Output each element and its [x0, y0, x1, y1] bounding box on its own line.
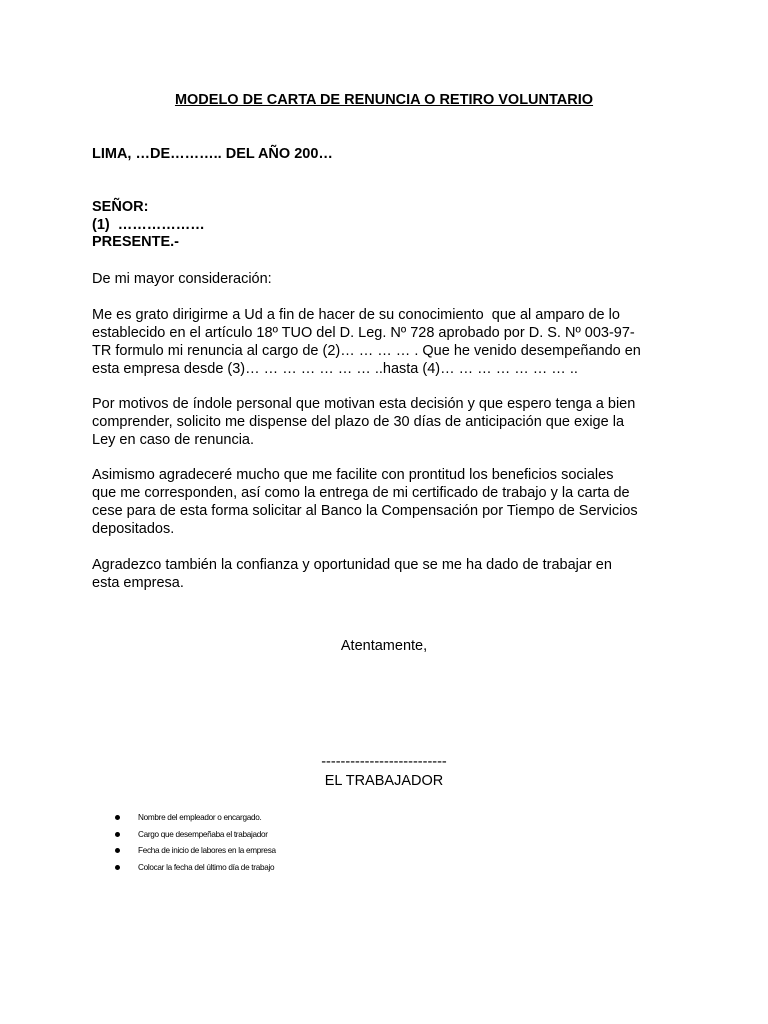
footnote-text: Colocar la fecha del último día de trabajo	[138, 862, 275, 872]
closing: Atentamente,	[340, 638, 428, 654]
footnote-text: Nombre del empleador o encargado.	[138, 813, 262, 822]
paragraph-line: cese para de esta forma solicitar al Banco la Compensación por Tiempo de Servicios	[92, 503, 638, 519]
recipient-block	[92, 199, 205, 252]
signature-line: --------------------------	[321, 754, 447, 770]
paragraph-line: comprender, solicito me dispense del plazo de 30 días de anticipación que exige la	[92, 414, 625, 430]
footnote-item	[112, 843, 276, 860]
paragraph-reasons	[92, 395, 692, 449]
paragraph-line: Ley en caso de renuncia.	[92, 432, 255, 448]
paragraph-line: esta empresa.	[92, 575, 184, 591]
paragraph-line: Por motivos de índole personal que motivan esta decisión y que espero tenga a bien	[92, 396, 636, 412]
bullet-icon	[115, 815, 120, 820]
footnote-item	[112, 827, 276, 844]
paragraph-line: establecido en el artículo 18º TUO del D. Leg. Nº 728 aprobado por D. S. Nº 003-97-	[92, 325, 635, 341]
paragraph-line: Me es grato dirigirme a Ud a fin de hacer de su conocimiento que al amparo de lo	[92, 307, 620, 323]
footnote-item	[112, 860, 276, 877]
paragraph-thanks	[92, 556, 692, 592]
recipient-salutation: SEÑOR:	[92, 199, 149, 215]
footnotes-list	[112, 810, 276, 876]
signature-name: EL TRABAJADOR	[324, 773, 444, 789]
paragraph-line: que me corresponden, así como la entrega de mi certificado de trabajo y la carta de	[92, 485, 630, 501]
date-line: LIMA, …DE……….. DEL AÑO 200…	[92, 146, 333, 162]
paragraph-line: Asimismo agradeceré mucho que me facilite con prontitud los beneficios sociales	[92, 467, 614, 483]
paragraph-line: TR formulo mi renuncia al cargo de (2)… … … … . Que he venido desempeñando en	[92, 343, 641, 359]
paragraph-resignation	[92, 306, 692, 378]
recipient-name-placeholder: (1) ………………	[92, 216, 205, 233]
footnote-text: Cargo que desempeñaba el trabajador	[138, 829, 268, 839]
greeting: De mi mayor consideración:	[92, 271, 272, 287]
bullet-icon	[115, 848, 120, 853]
bullet-icon	[115, 832, 120, 837]
bullet-icon	[115, 865, 120, 870]
paragraph-benefits	[92, 466, 692, 538]
recipient-presente: PRESENTE.-	[92, 234, 180, 250]
paragraph-line: Agradezco también la confianza y oportunidad que se me ha dado de trabajar en	[92, 557, 612, 573]
paragraph-line: depositados.	[92, 521, 175, 537]
document-title: MODELO DE CARTA DE RENUNCIA O RETIRO VOLUNTARIO	[174, 92, 594, 108]
footnote-text: Fecha de inicio de labores en la empresa	[138, 846, 276, 855]
paragraph-line: esta empresa desde (3)… … … … … … … ..hasta (4)… … … … … … … ..	[92, 361, 578, 377]
footnote-item	[112, 810, 276, 827]
